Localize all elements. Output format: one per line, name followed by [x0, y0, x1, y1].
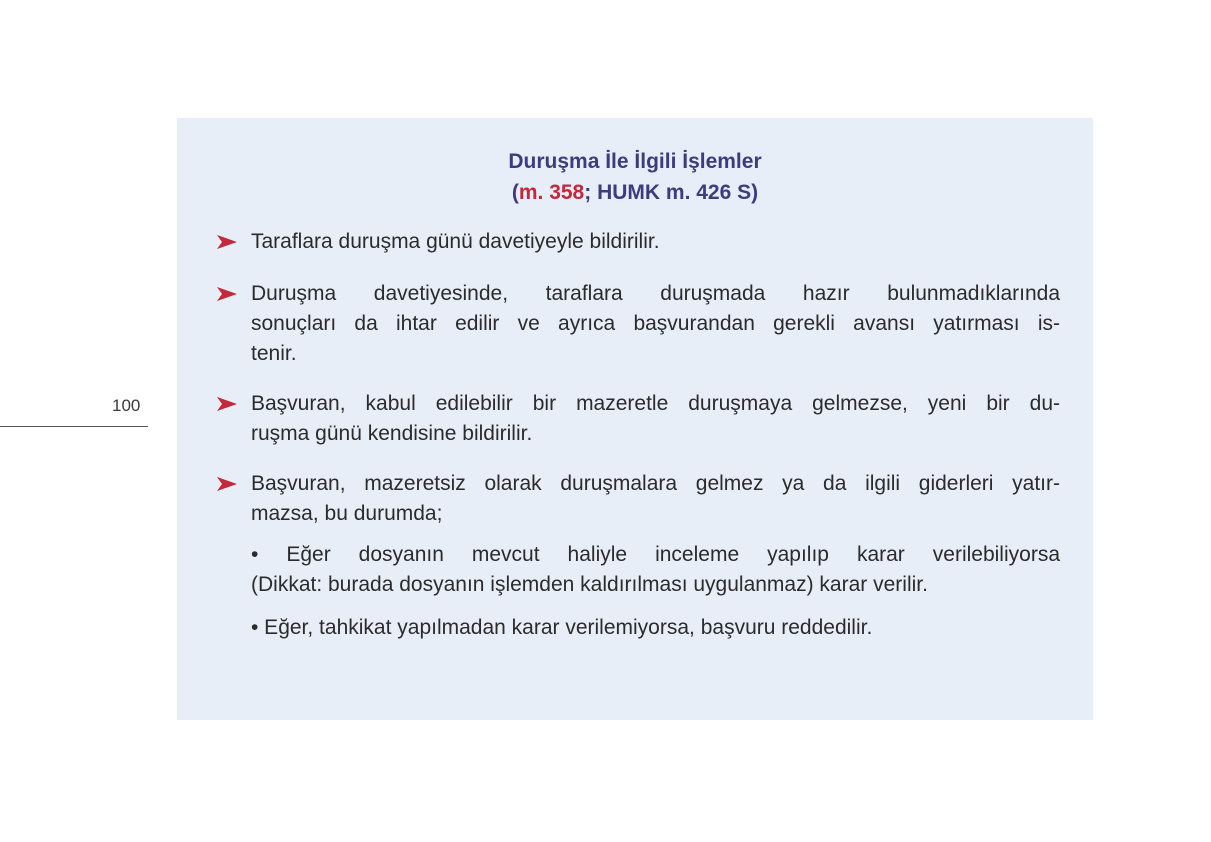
- arrow-bullet-icon: [216, 389, 238, 419]
- bullet-line: Başvuran, mazeretsiz olarak duruşmalara gelmez ya da ilgili giderleri yatır-: [251, 472, 1060, 495]
- bullet-line: sonuçları da ihtar edilir ve ayrıca başvurandan gerekli avansı yatırması is-: [251, 312, 1060, 335]
- info-panel: [177, 118, 1093, 720]
- bullet-line: ruşma günü kendisine bildirilir.: [251, 422, 533, 445]
- sub-item-line: (Dikkat: burada dosyanın işlemden kaldırılması uygulanmaz) karar verilir.: [251, 573, 928, 596]
- subtitle-humk-ref: ; HUMK m. 426 S): [584, 181, 759, 204]
- bullet-text: [251, 389, 1060, 449]
- arrow-bullet-icon: [216, 469, 238, 499]
- sub-item-line: • Eğer, tahkikat yapılmadan karar verilemiyorsa, başvuru reddedilir.: [251, 616, 873, 639]
- arrow-bullet-icon: [216, 227, 238, 257]
- arrow-bullet-icon: [216, 279, 238, 309]
- page-number-rule: [0, 426, 148, 427]
- bullet-line: Başvuran, kabul edilebilir bir mazeretle duruşmaya gelmezse, yeni bir du-: [251, 392, 1060, 415]
- bullet-line: Duruşma davetiyesinde, taraflara duruşmada hazır bulunmadıklarında: [251, 282, 1060, 305]
- bullet-line: tenir.: [251, 342, 297, 365]
- page-number: 100: [112, 396, 141, 415]
- panel-title: Duruşma İle İlgili İşlemler: [508, 150, 762, 173]
- bullet-text: [251, 279, 1060, 369]
- sub-item-line: • Eğer dosyanın mevcut haliyle inceleme yapılıp karar verilebiliyorsa: [251, 543, 1060, 566]
- subtitle-open-paren: (: [511, 181, 519, 204]
- bullet-text: [251, 227, 1060, 257]
- bullet-line: mazsa, bu durumda;: [251, 502, 443, 525]
- bullet-line: Taraflara duruşma günü davetiyeyle bildirilir.: [251, 230, 660, 253]
- sub-item: [251, 540, 1060, 600]
- bullet-text: [251, 469, 1060, 529]
- panel-subtitle: [177, 178, 1093, 208]
- sub-item: [251, 613, 1060, 643]
- subtitle-article-ref: m. 358: [518, 181, 585, 204]
